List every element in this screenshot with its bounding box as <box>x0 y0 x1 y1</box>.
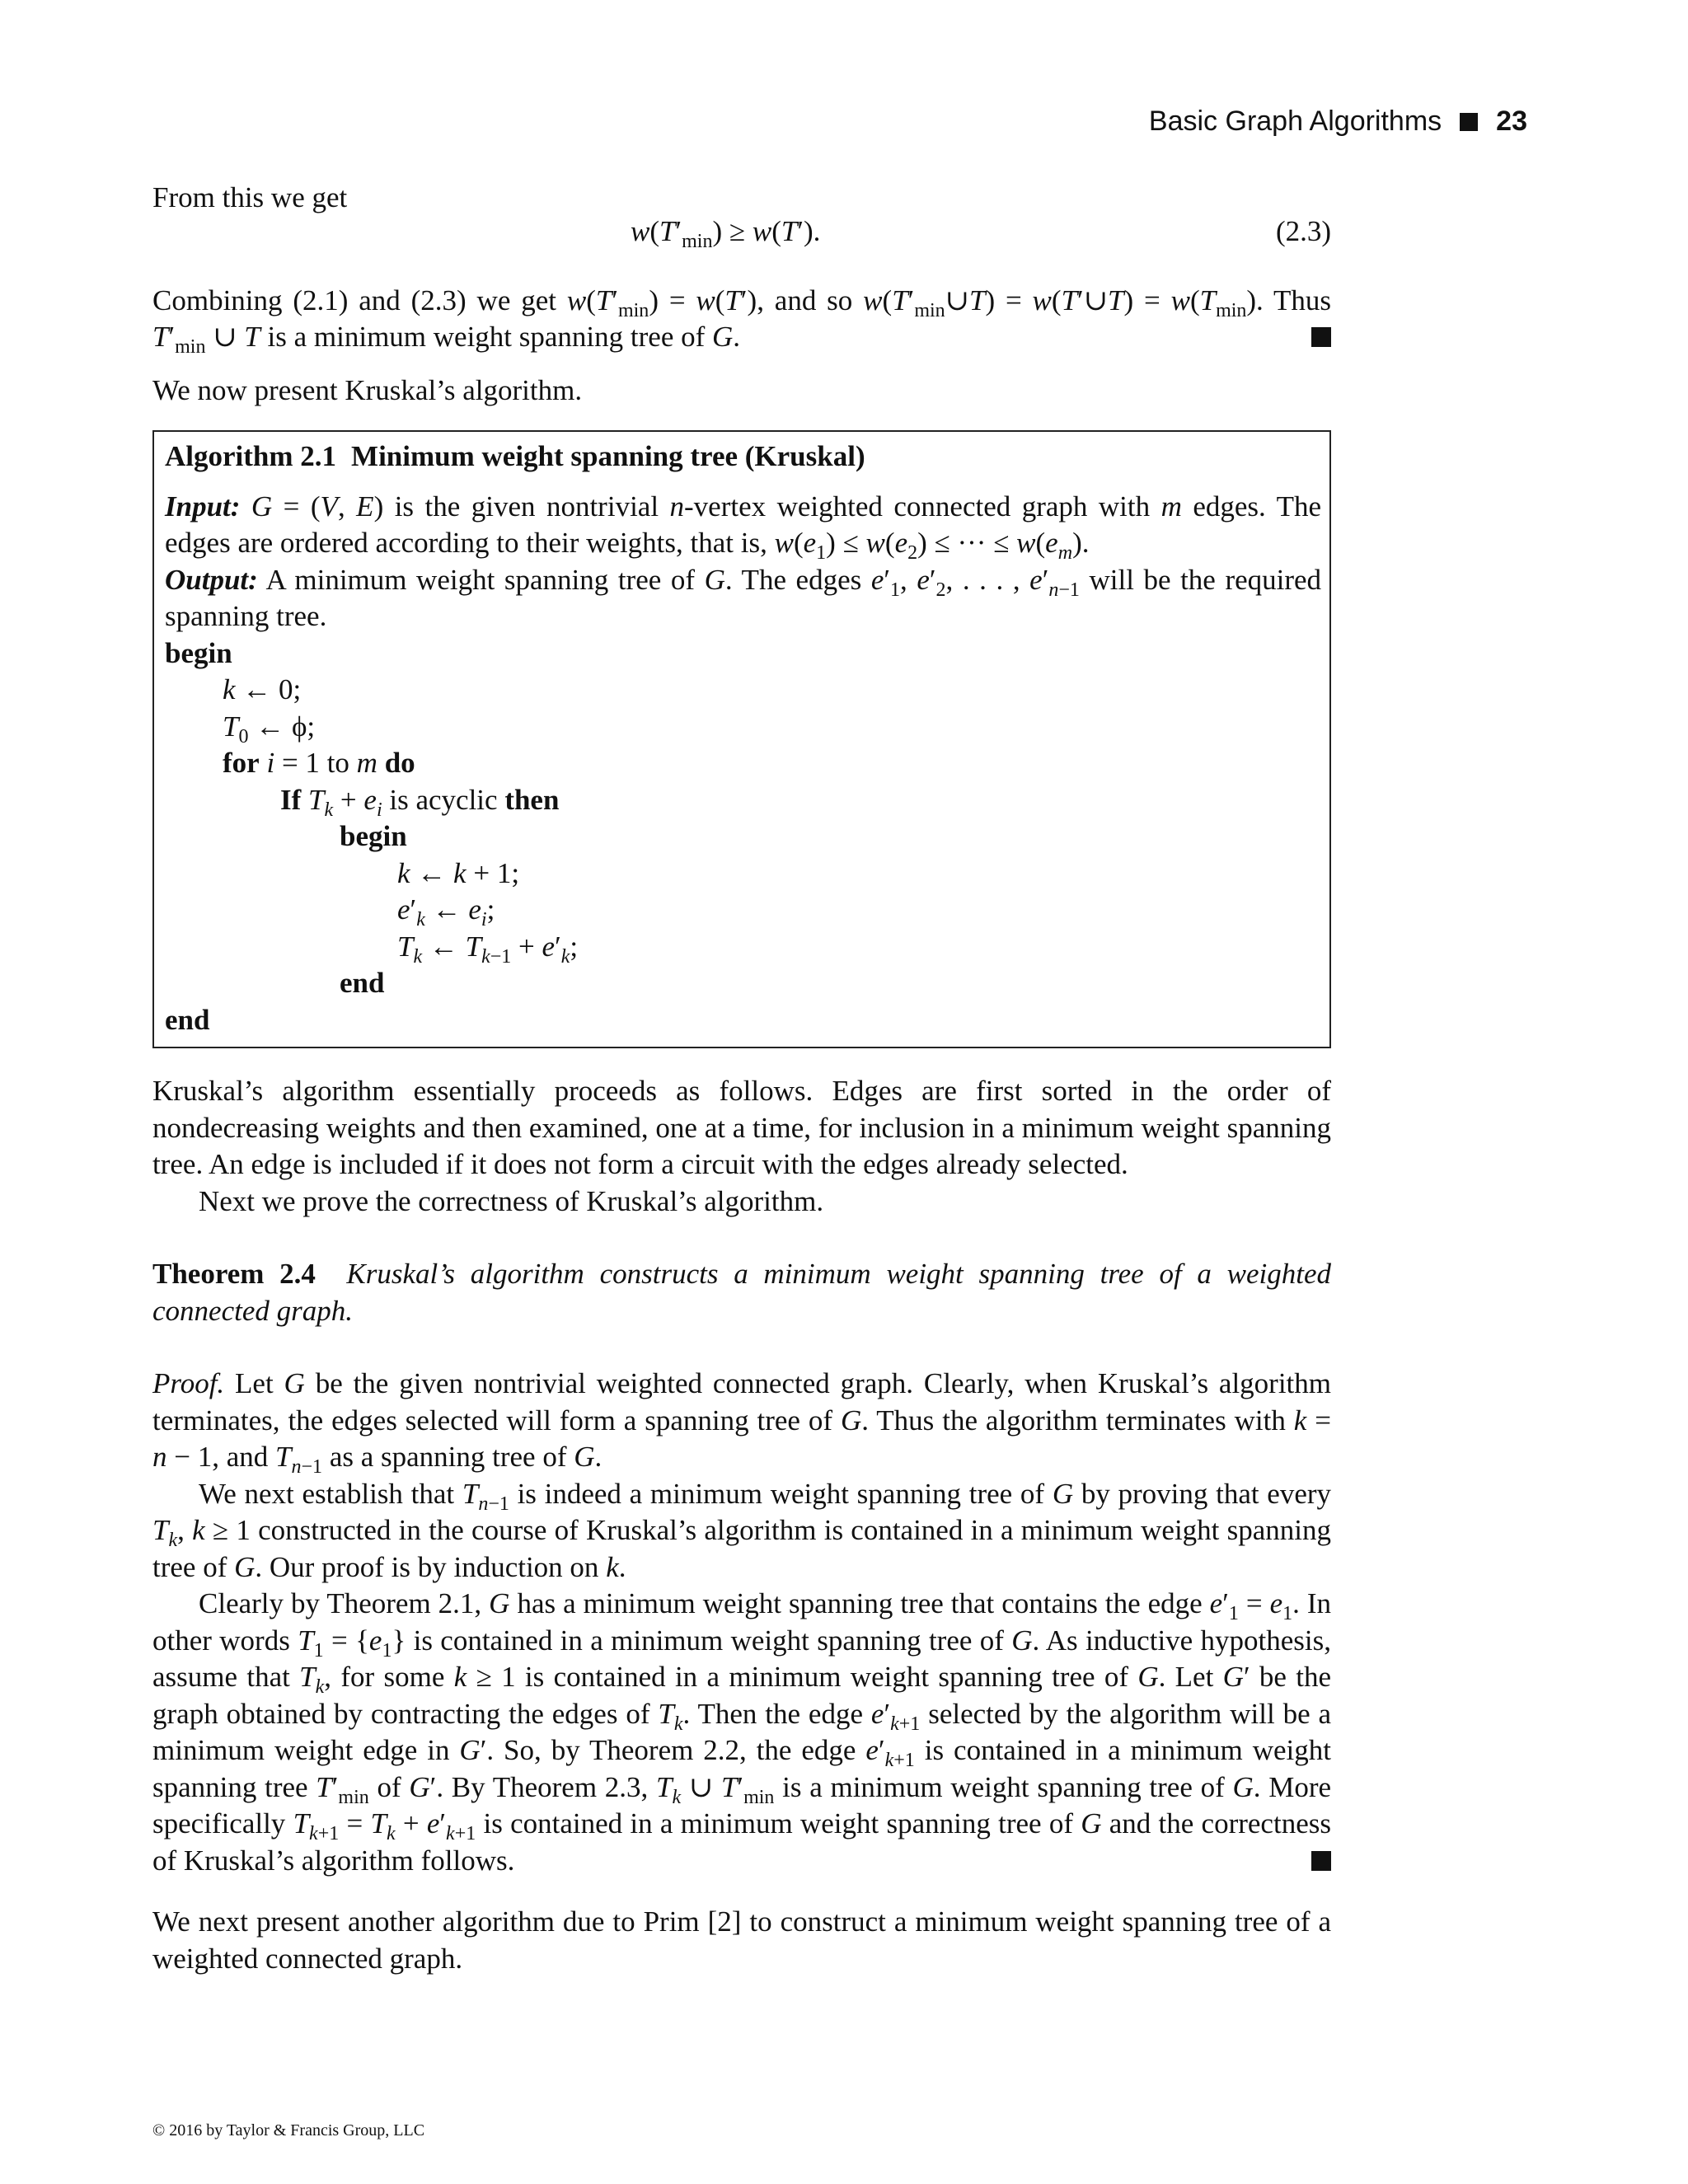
algo-line-for: for i = 1 to m do <box>223 747 415 779</box>
algo-begin: begin <box>165 636 232 669</box>
algo-line-assign-edge: $e'_k$ ← $e_i$; <box>397 893 495 930</box>
algo-inner-end: end <box>340 967 385 999</box>
proof-qed-square-icon <box>1311 1851 1331 1871</box>
equation-number: (2.3) <box>1275 214 1331 247</box>
page-body <box>152 180 1331 1977</box>
algo-line-update-tree: $T_k$ ← $T_{k-1} + e'_k$; <box>397 930 579 968</box>
algorithm-box <box>152 430 1331 1048</box>
algorithm-input: Input: G = (V, E) is the given nontrivial n-vertex weighted connected graph with m edges. The edges are ordered according to their weights, that is, $w(e_1) \le w(e_2)$ ≤ ··· ≤ $w(e_m)$. <box>165 490 1322 564</box>
page-number: 23 <box>1496 105 1527 137</box>
header-square-icon <box>1460 113 1478 131</box>
algo-end: end <box>165 1003 210 1036</box>
algorithm-title: Algorithm 2.1 Minimum weight spanning tree (Kruskal) <box>165 440 865 472</box>
present-kruskal: We now present Kruskal’s algorithm. <box>152 373 583 406</box>
proof-paragraph-1: Proof. Let G be the given nontrivial weighted connected graph. Clearly, when Kruskal’s algorithm terminates, the edges selected will form a spanning tree of G. Thus the algorithm terminates with k = n − 1, and $T_{n-1}$ as a spanning tree of G. <box>152 1367 1332 1478</box>
paragraph-next-prove: Next we prove the correctness of Kruskal’s algorithm. <box>199 1184 824 1217</box>
paragraph-kruskal-summary: Kruskal’s algorithm essentially proceeds as follows. Edges are first sorted in the order of nondecreasing weights and then examined, one at a time, for inclusion in a minimum weight spanning tree. An edge is included if it does not form a circuit with the edges already selected. <box>152 1075 1331 1180</box>
qed-square-icon <box>1311 327 1331 347</box>
proof-paragraph-3: Clearly by Theorem 2.1, G has a minimum weight spanning tree that contains the edge $e'_1 = e_1$. In other words $T_1 = \{e_1\}$ is contained in a minimum weight spanning tree of G. As inductive hypothesis, assume that $T_k$, for some k ≥ 1 is contained in a minimum weight spanning tree of G. Let G′ be the graph obtained by contracting the edges of $T_k$. Then the edge $e'_{k+1}$ selected by the algorithm will be a minimum weight edge in G′. So, by Theorem 2.2, the edge $e'_{k+1}$ is contained in a minimum weight spanning tree $T'_{min}$ of G′. By Theorem 2.3, $T_k$ ∪ $T'_{min}$ is a minimum weight spanning tree of G. More specifically $T_{k+1} = T_k + e'_{k+1}$ is contained in a minimum weight spanning tree of G and the correctness of Kruskal’s algorithm follows. <box>152 1587 1332 1877</box>
algorithm-output: Output: A minimum weight spanning tree of G. The edges $e'_1$, $e'_2$, . . . , $e'_{n-1}$ will be the required spanning tree. <box>165 563 1322 632</box>
algo-line-inc: k ← k + 1; <box>397 856 520 889</box>
from-this-line: From this we get <box>152 181 348 213</box>
equation-text: $w(T'_{min}) \ge w(T')$. <box>631 214 821 252</box>
running-title: Basic Graph Algorithms <box>1148 105 1442 137</box>
copyright-footer: © 2016 by Taylor & Francis Group, LLC <box>152 2121 425 2139</box>
algo-line-if: If $T_k + e_i$ is acyclic then <box>280 783 560 821</box>
closing-paragraph: We next present another algorithm due to Prim [2] to construct a minimum weight spanning tree of a weighted connected graph. <box>152 1905 1331 1975</box>
theorem-2-4 <box>152 1256 1331 1329</box>
equation-2-3 <box>152 213 1331 258</box>
algo-line-k0: k ← 0; <box>223 673 302 705</box>
algo-line-t0: $T_0$ ← ϕ; <box>223 710 316 748</box>
theorem-statement: Kruskal’s algorithm constructs a minimum weight spanning tree of a weighted connected graph. <box>152 1258 1332 1327</box>
proof-paragraph-2: We next establish that $T_{n-1}$ is indeed a minimum weight spanning tree of G by proving that every $T_k$, k ≥ 1 constructed in the course of Kruskal’s algorithm is contained in a minimum weight spanning tree of G. Our proof is by induction on k. <box>152 1477 1332 1583</box>
algo-inner-begin: begin <box>340 820 407 852</box>
combining-paragraph: Combining (2.1) and (2.3) we get $w(T'_{min}) = w(T')$, and so $w(T'_{min}\cup T)$ = w(T′∪T) = $w(T_{min})$. Thus $T'_{min}$ ∪ T is a minimum weight spanning tree of G. <box>152 284 1332 358</box>
running-header <box>1149 105 1527 138</box>
theorem-label: Theorem 2.4 <box>152 1258 316 1290</box>
